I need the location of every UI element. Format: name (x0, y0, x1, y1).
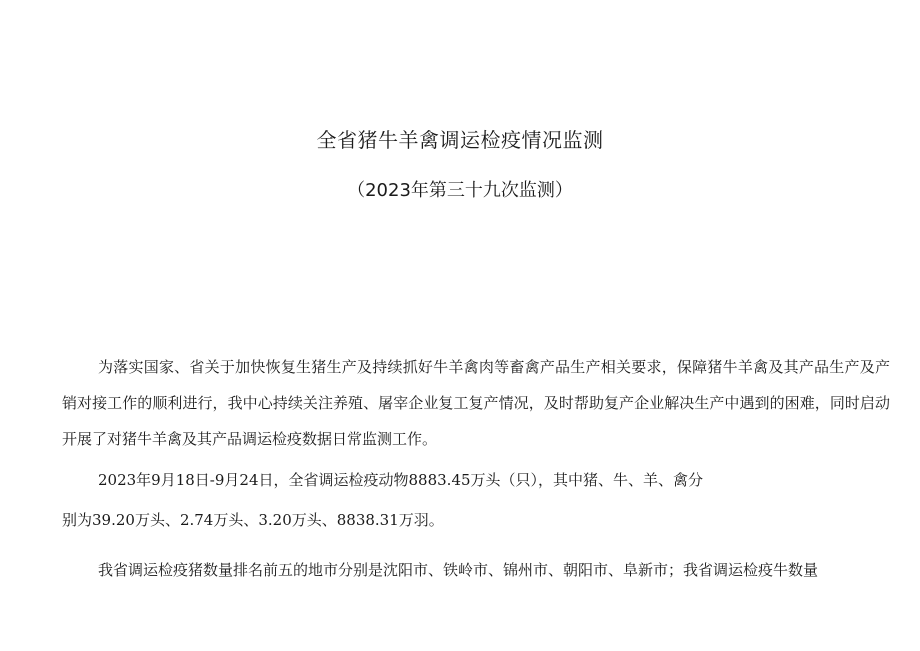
paragraph-ranking-line-1: 我省调运检疫猪数量排名前五的地市分别是沈阳市、铁岭市、锦州市、朝阳市、阜新市；我省调运检疫牛数量 (98, 561, 819, 579)
paragraph-statistics-line-1: 2023年9月18日-9月24日，全省调运检疫动物8883.45万头（只），其中猪、牛、羊、禽分 (98, 471, 704, 489)
document-title: 全省猪牛羊禽调运检疫情况监测 (316, 128, 604, 152)
paragraph-intro: 为落实国家、省关于加快恢复生猪生产及持续抓好牛羊禽肉等畜禽产品生产相关要求，保障猪牛羊禽及其产品生产及产销对接工作的顺利进行，我中心持续关注养殖、屠宰企业复工复产情况，及时帮助复产企业解决生产中遇到的困难，同时启动开展了对猪牛羊禽及其产品调运检疫数据日常监测工作。 (62, 358, 890, 448)
paragraph-statistics-line-2: 别为39.20万头、2.74万头、3.20万头、8838.31万羽。 (62, 511, 444, 529)
document-subtitle: （2023年第三十九次监测） (347, 180, 573, 201)
